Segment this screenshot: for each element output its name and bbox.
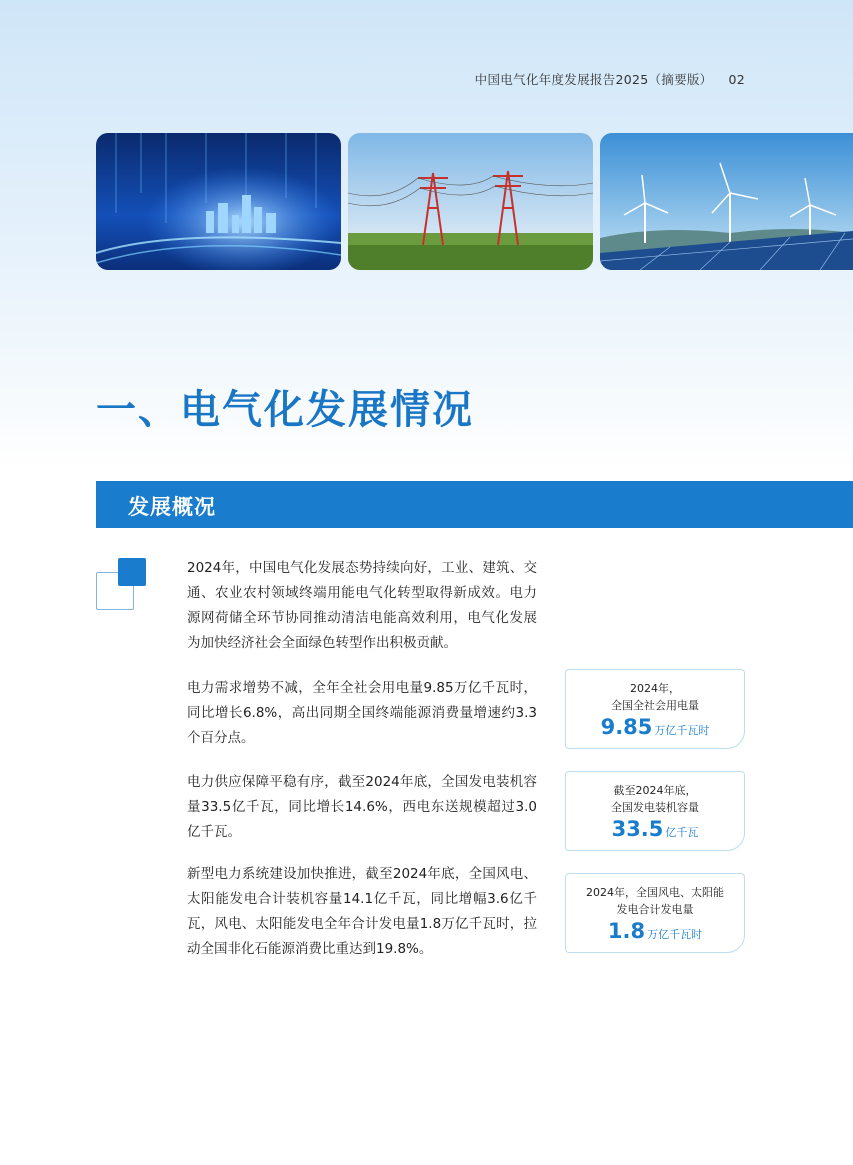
stat-unit: 万亿千瓦时 — [647, 928, 703, 941]
decorative-squares-icon — [96, 558, 148, 610]
section-header — [96, 481, 853, 528]
paragraph-new-power-system: 新型电力系统建设加快推进，截至2024年底，全国风电、太阳能发电合计装机容量14.1亿千瓦，同比增幅3.6亿千瓦，风电、太阳能发电全年合计发电量1.8万亿千瓦时，拉动全国非化石能源消费比重达到19.8%。 — [187, 866, 537, 957]
stat-unit: 亿千瓦 — [665, 826, 699, 839]
stat-line2: 全国发电装机容量 — [611, 801, 699, 814]
stat-line1: 2024年， — [630, 682, 680, 695]
stat-unit: 万亿千瓦时 — [654, 724, 710, 737]
paragraph-demand: 电力需求增势不减，全年全社会用电量9.85万亿千瓦时，同比增长6.8%，高出同期全国终端能源消费量增速约3.3个百分点。 — [187, 680, 537, 746]
stat-value: 1.8 — [607, 919, 646, 943]
page-number: 02 — [728, 72, 745, 87]
stat-card-electricity-consumption — [565, 669, 745, 749]
transmission-tower-image — [348, 133, 593, 270]
stat-line1: 2024年，全国风电、太阳能 — [586, 886, 724, 899]
paragraph-overview: 2024年，中国电气化发展态势持续向好，工业、建筑、交通、农业农村领域终端用能电气化转型取得新成效。电力源网荷储全环节协同推动清洁电能高效利用，电气化发展为加快经济社会全面绿色转型作出积极贡献。 — [187, 560, 537, 651]
stat-value: 33.5 — [611, 817, 664, 841]
stat-card-wind-solar-generation — [565, 873, 745, 953]
stat-card-installed-capacity — [565, 771, 745, 851]
stat-value: 9.85 — [600, 715, 653, 739]
section-title: 发展概况 — [128, 495, 216, 519]
stat-line2: 全国全社会用电量 — [611, 699, 699, 712]
paragraph-supply: 电力供应保障平稳有序，截至2024年底，全国发电装机容量33.5亿千瓦，同比增长14.6%，西电东送规模超过3.0亿千瓦。 — [187, 774, 537, 840]
chapter-title: 一、电气化发展情况 — [96, 387, 474, 433]
wind-solar-image — [600, 133, 853, 270]
stat-line2: 发电合计发电量 — [616, 903, 694, 916]
report-title: 中国电气化年度发展报告2025（摘要版） — [474, 72, 713, 87]
city-night-image — [96, 133, 341, 270]
running-header — [475, 70, 745, 88]
stat-line1: 截至2024年底， — [613, 784, 697, 797]
